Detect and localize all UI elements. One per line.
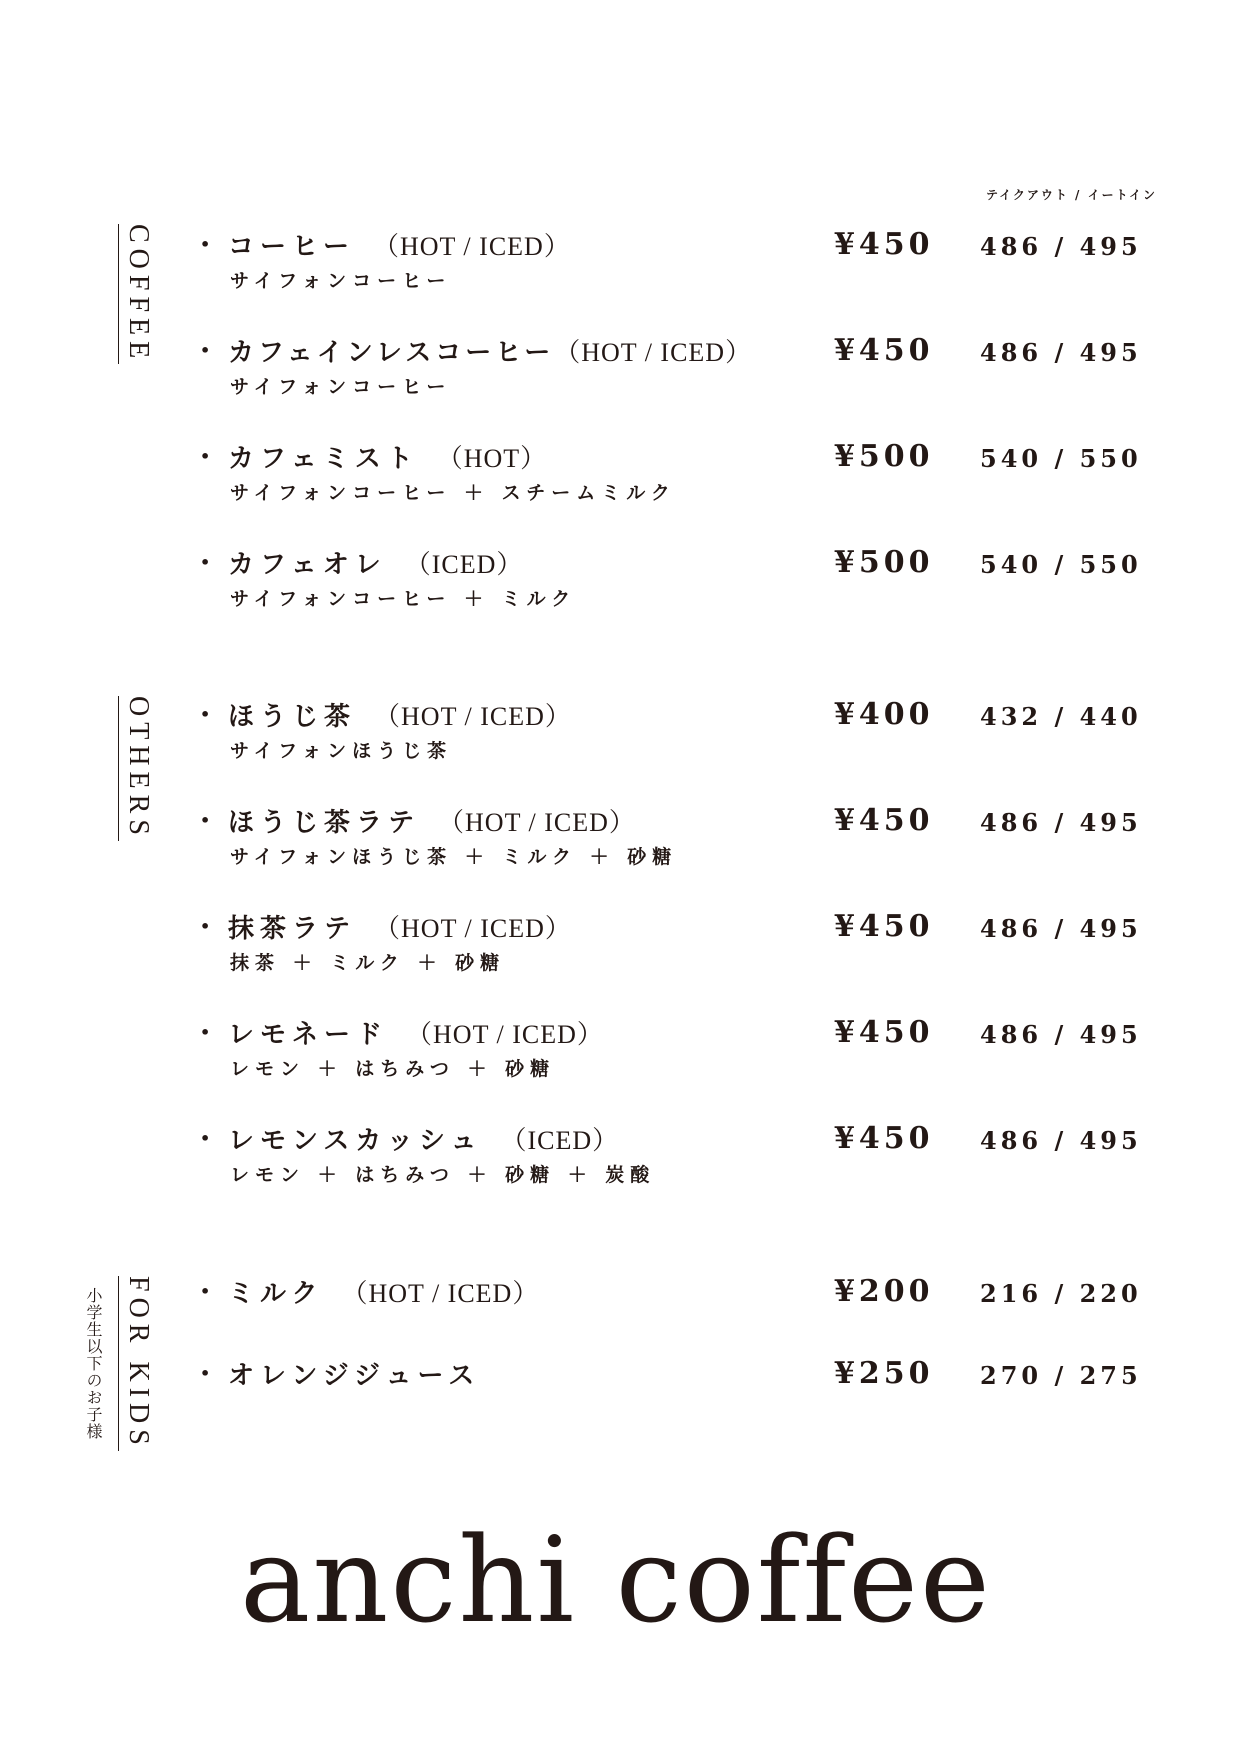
item-price: ¥500 — [834, 438, 934, 474]
item-temp: （HOT / ICED） — [372, 231, 571, 261]
bullet-icon: • — [200, 1281, 211, 1301]
item-price: ¥450 — [834, 908, 934, 944]
bullet-icon: • — [200, 340, 211, 360]
item-price-takeout-eatin: 486 / 495 — [980, 231, 1142, 261]
menu-item — [200, 436, 1160, 516]
bullet-icon: • — [200, 1363, 211, 1383]
menu-item — [200, 330, 1160, 410]
item-name: ほうじ茶ラテ — [228, 807, 421, 838]
item-price-takeout-eatin: 216 / 220 — [980, 1278, 1142, 1308]
item-price-takeout-eatin: 540 / 550 — [980, 443, 1142, 473]
bullet-icon: • — [200, 810, 211, 830]
item-price: ¥450 — [834, 226, 934, 262]
item-price-takeout-eatin: 486 / 495 — [980, 337, 1142, 367]
menu-item — [200, 1012, 1160, 1092]
item-name: レモネード — [228, 1019, 389, 1050]
item-desc: レモン ＋ はちみつ ＋ 砂糖 — [230, 1058, 556, 1080]
item-temp: （ICED） — [500, 1125, 620, 1155]
item-desc: サイフォンコーヒー ＋ スチームミルク — [230, 482, 676, 504]
item-name: ほうじ茶 — [228, 701, 357, 732]
takeout-eatin-header: テイクアウト / イートイン — [985, 188, 1157, 202]
item-temp: （ICED） — [404, 549, 524, 579]
bullet-icon: • — [200, 1022, 211, 1042]
item-desc: 抹茶 ＋ ミルク ＋ 砂糖 — [230, 952, 506, 974]
item-price: ¥500 — [834, 544, 934, 580]
item-temp: （HOT / ICED） — [406, 1019, 604, 1049]
item-price-takeout-eatin: 486 / 495 — [980, 1019, 1142, 1049]
section-label-coffee: COFFEE — [118, 224, 155, 364]
item-price: ¥250 — [834, 1355, 934, 1391]
item-price: ¥450 — [834, 802, 934, 838]
item-temp: （HOT / ICED） — [374, 913, 572, 943]
menu-item — [200, 1353, 1160, 1433]
bullet-icon: • — [200, 1128, 211, 1148]
item-price-takeout-eatin: 270 / 275 — [980, 1360, 1142, 1390]
bullet-icon: • — [200, 704, 211, 724]
item-desc: レモン ＋ はちみつ ＋ 砂糖 ＋ 炭酸 — [230, 1164, 656, 1186]
item-price: ¥450 — [834, 332, 934, 368]
item-desc: サイフォンほうじ茶 ＋ ミルク ＋ 砂糖 — [230, 846, 678, 868]
item-temp: （HOT） — [436, 443, 548, 473]
item-name: オレンジジュース — [228, 1360, 481, 1391]
section-label-for-kids: FOR KIDS — [118, 1276, 155, 1451]
item-price-takeout-eatin: 486 / 495 — [980, 913, 1142, 943]
item-name: 抹茶ラテ — [228, 913, 357, 944]
item-desc: サイフォンコーヒー — [230, 270, 452, 292]
menu-item — [200, 1118, 1160, 1198]
menu-item — [200, 694, 1160, 774]
item-desc: サイフォンほうじ茶 — [230, 740, 453, 762]
section-label-others: OTHERS — [118, 696, 155, 841]
menu-item — [200, 224, 1160, 304]
item-price-takeout-eatin: 432 / 440 — [980, 701, 1142, 731]
item-price-takeout-eatin: 486 / 495 — [980, 1125, 1142, 1155]
item-temp: （HOT / ICED） — [341, 1278, 540, 1308]
item-price-takeout-eatin: 486 / 495 — [980, 807, 1142, 837]
bullet-icon: • — [200, 446, 211, 466]
item-name: カフェミスト — [228, 443, 419, 474]
menu-item — [200, 906, 1160, 986]
item-temp: （HOT / ICED） — [374, 701, 572, 731]
menu-item — [200, 800, 1160, 880]
item-name: コーヒー — [228, 231, 355, 262]
item-price-takeout-eatin: 540 / 550 — [980, 549, 1142, 579]
item-temp: （HOT / ICED） — [554, 337, 753, 367]
item-name: レモンスカッシュ — [228, 1125, 483, 1156]
item-temp: （HOT / ICED） — [438, 807, 636, 837]
item-price: ¥450 — [834, 1014, 934, 1050]
item-name: ミルク — [228, 1278, 324, 1309]
item-name: カフェインレスコーヒー — [228, 337, 555, 368]
bullet-icon: • — [200, 552, 211, 572]
menu-item — [200, 1271, 1160, 1351]
item-price: ¥200 — [834, 1273, 934, 1309]
bullet-icon: • — [200, 916, 211, 936]
brand-logo: anchi coffee — [240, 1511, 992, 1649]
bullet-icon: • — [200, 234, 211, 254]
menu-item — [200, 542, 1160, 622]
item-price: ¥400 — [834, 696, 934, 732]
item-name: カフェオレ — [228, 549, 387, 580]
item-desc: サイフォンコーヒー ＋ ミルク — [230, 588, 577, 610]
section-sublabel-kids: 小学生以下のお子様 — [84, 1287, 103, 1440]
item-price: ¥450 — [834, 1120, 934, 1156]
item-desc: サイフォンコーヒー — [230, 376, 452, 398]
